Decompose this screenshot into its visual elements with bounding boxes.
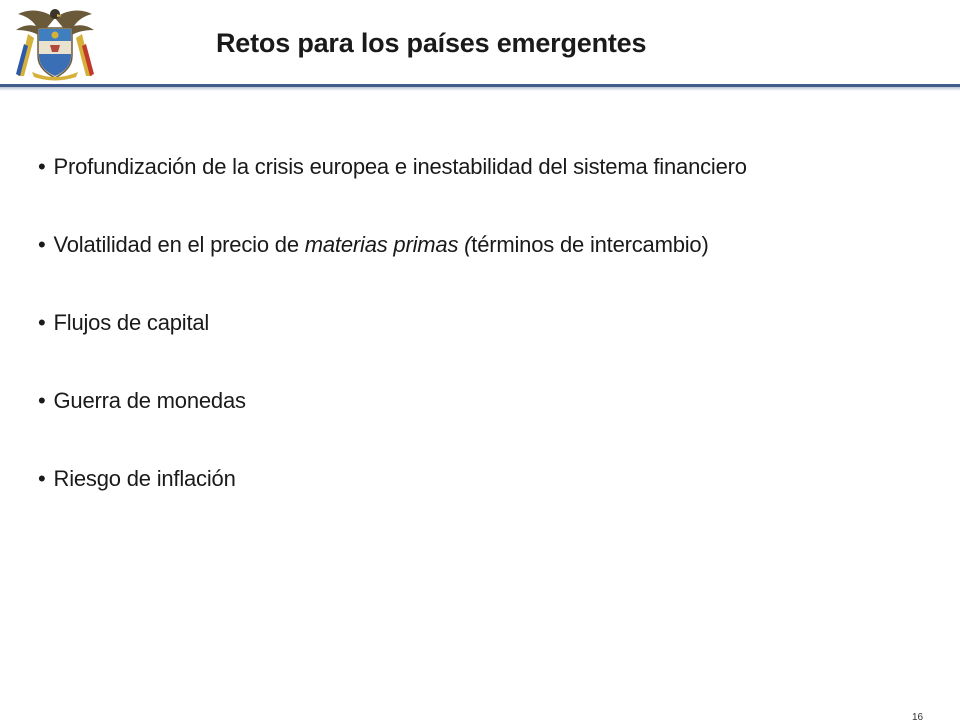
bullet-text: Volatilidad en el precio de [53,232,305,257]
bullet-item [38,462,747,540]
header-divider-shadow [0,87,960,91]
bullet-text-italic: materias primas ( [304,232,472,257]
page-title: Retos para los países emergentes [216,28,647,58]
bullet-text: Profundización de la crisis europea e inestabilidad del sistema financiero [53,154,747,179]
bullet-icon: • [38,154,46,179]
bullet-icon: • [38,466,46,491]
bullet-icon: • [38,388,46,413]
bullet-text: términos de intercambio) [471,232,709,257]
bullet-text: Flujos de capital [53,310,210,335]
bullet-text: Guerra de monedas [53,388,246,413]
bullet-icon: • [38,310,46,335]
bullet-item [38,228,747,306]
bullet-item [38,150,747,228]
page-number: 16 [912,712,924,723]
bullet-icon: • [38,232,46,257]
bullet-item [38,384,747,462]
bullet-text: Riesgo de inflación [53,466,236,491]
colombia-coat-of-arms-icon [10,4,100,82]
bullet-list [38,150,747,540]
bullet-item [38,306,747,384]
